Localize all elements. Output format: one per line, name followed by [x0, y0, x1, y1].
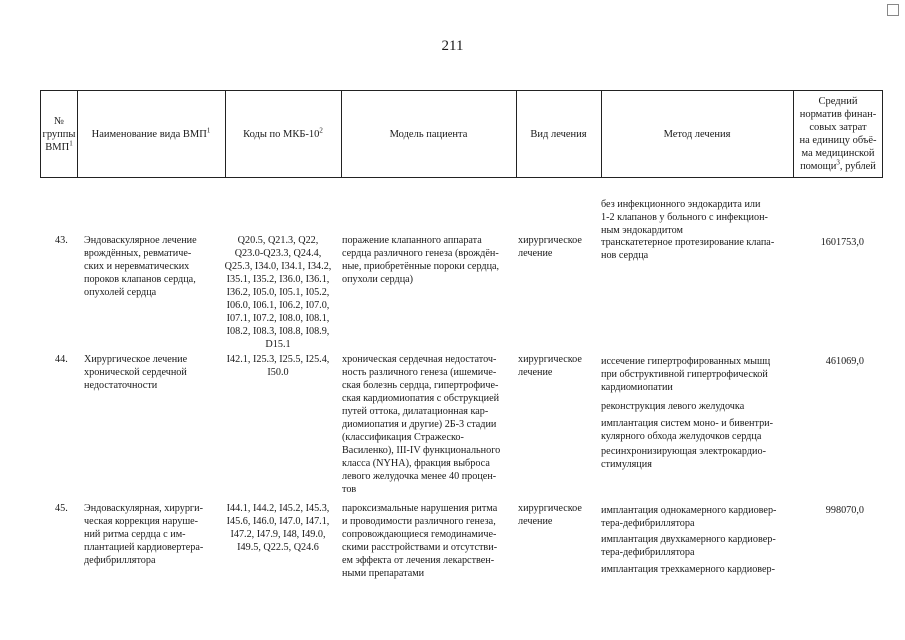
method-continuation: без инфекционного эндокардита или 1-2 клапанов у больного с инфекцион- ным эндокардитом	[601, 199, 768, 236]
row-name: Эндоваскулярное лечение врождённых, ревматиче- ских и неревматических пороков клапанов сердца, опухолей сердца	[84, 235, 197, 298]
row-method: реконструкция левого желудочка	[601, 401, 745, 412]
row-no: 44.	[55, 354, 68, 365]
row-method: имплантация однокамерного кардиовер- тера-дефибриллятора	[601, 505, 777, 529]
page-number: 211	[441, 38, 464, 54]
row-method: имплантация систем моно- и бивентри- кулярного обхода желудочков сердца	[601, 418, 774, 442]
row-model: поражение клапанного аппарата сердца различного генеза (врождён- ные, приобретённые пороки сердца, опухоли сердца)	[342, 235, 500, 285]
row-method: иссечение гипертрофированных мышц при обструктивной гипертрофической кардиомиопатии	[601, 356, 771, 393]
row-method: имплантация трехкамерного кардиовер-	[601, 564, 776, 575]
row-type: хирургическое лечение	[518, 235, 582, 259]
header-cost: Средний норматив финан- совых затрат на единицу объё- ма медицинской помощи$^3$, рублей	[799, 96, 877, 172]
row-cost: 461069,0	[825, 356, 864, 367]
row-model: хроническая сердечная недостаточ- ность различного генеза (ишемиче- ская болезнь сердца, гипертрофиче- ская кардиомиопатия с обструкцией путей оттока, дилатационная кар- диомиопатия и другие) 2Б-3 стадии (классификация Стражеско- Василенко), III-IV функционального класса (NYHA), фракция выброса левого желудочка менее 40 процен- тов	[342, 354, 501, 495]
row-type: хирургическое лечение	[518, 354, 582, 378]
row-no: 45.	[55, 503, 68, 514]
header-name: Наименование вида ВМП$^1$	[91, 126, 211, 140]
header-type: Вид лечения	[530, 128, 587, 140]
header-method: Метод лечения	[663, 128, 731, 140]
row-method: ресинхронизирующая электрокардио- стимуляция	[601, 446, 766, 470]
header-codes: Коды по МКБ-$10^2$	[243, 126, 323, 140]
row-type: хирургическое лечение	[518, 503, 582, 527]
table-header	[40, 90, 883, 178]
row-name: Эндоваскулярная, хирурги- ческая коррекция наруше- ний ритма сердца с им- плантацией кардиовертера- дефибриллятора	[84, 503, 204, 566]
header-model: Модель пациента	[389, 128, 468, 140]
row-method: транскатетерное протезирование клапа- нов сердца	[601, 237, 775, 261]
header-group-no: № группы ВМП$^1$	[42, 115, 76, 153]
row-cost: 998070,0	[825, 505, 864, 516]
row-cost: 1601753,0	[820, 237, 864, 248]
row-method: имплантация двухкамерного кардиовер- тера-дефибриллятора	[601, 534, 776, 558]
page-corner-mark	[887, 4, 899, 16]
row-model: пароксизмальные нарушения ритма и проводимости различного генеза, сопровождающиеся гемодинамиче- скими расстройствами и отсутстви- ем эффекта от лечения лекарствен- ными препаратами	[342, 503, 498, 579]
row-codes: Q20.5, Q21.3, Q22, Q23.0-Q23.3, Q24.4, Q25.3, I34.0, I34.1, I34.2, I35.1, I35.2, I36.0, I36.1, I36.2, I05.0, I05.1, I05.2, I06.0, I06.1, I06.2, I07.0, I07.1, I07.2, I08.0, I08.1, I08.2, I08.3, I08.8, I08.9, D15.1	[224, 235, 332, 350]
row-name: Хирургическое лечение хронической сердечной недостаточности	[84, 354, 188, 391]
row-codes: I42.1, I25.3, I25.5, I25.4, I50.0	[226, 354, 330, 378]
row-codes: I44.1, I44.2, I45.2, I45.3, I45.6, I46.0, I47.0, I47.1, I47.2, I47.9, I48, I49.0, I49.5, Q22.5, Q24.6	[226, 503, 330, 553]
row-no: 43.	[55, 235, 68, 246]
